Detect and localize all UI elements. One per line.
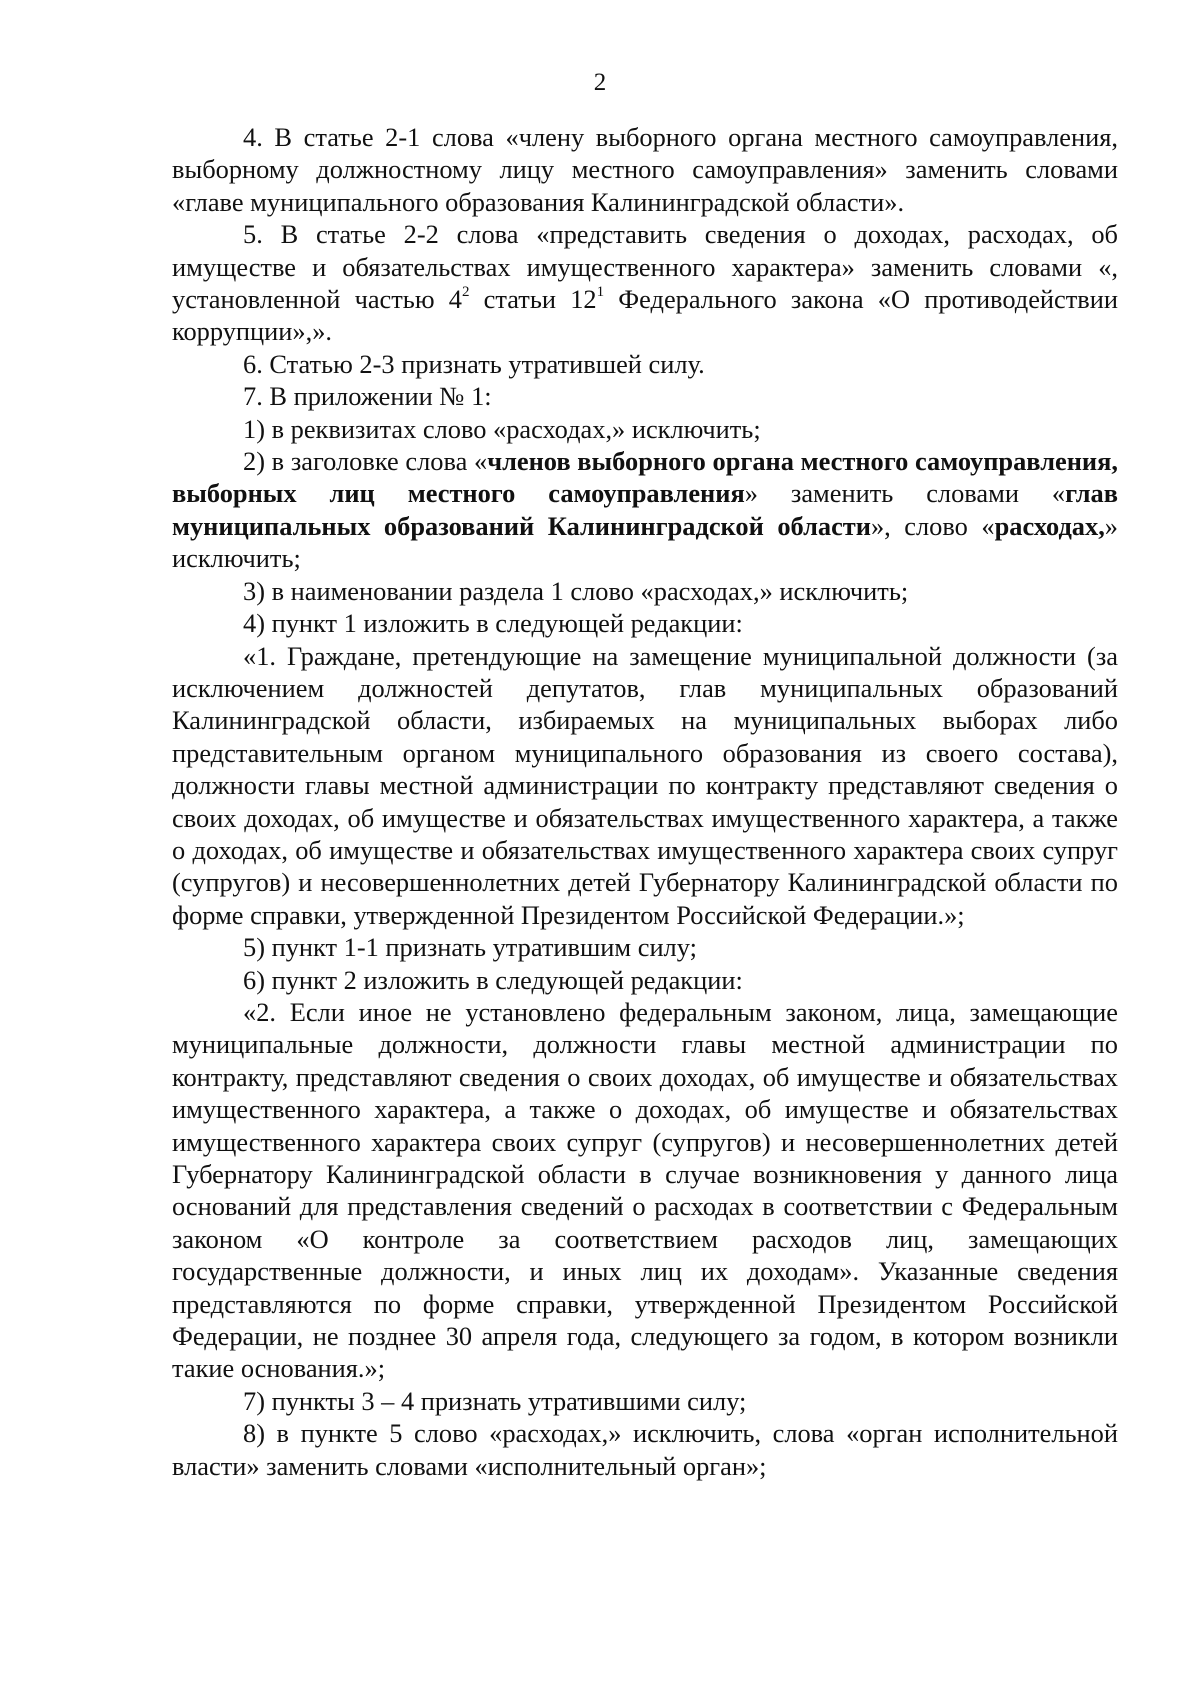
subitem-7-2 xyxy=(172,445,1118,575)
paragraph-7: 7. В приложении № 1: xyxy=(243,381,492,412)
document-body xyxy=(172,121,1118,1482)
bold-phrase-2: глав муниципальных образований Калининградской области xyxy=(172,478,1119,541)
paragraph-4: 4. В статье 2-1 слова «члену выборного органа местного самоуправления, выборному должностному лицу местного самоуправления» заменить словами «главе муниципального образования Калининградской области». xyxy=(172,122,1118,217)
quoted-item-2: «2. Если иное не установлено федеральным законом, лица, замещающие муниципальные должности, должности главы местной администрации по контракту, представляют сведения о своих доходах, об имуществе и обязательствах имущественного характера, а также о доходах, об имуществе и обязательствах имущественного характера своих супруг (супругов) и несовершеннолетних детей Губернатору Калининградской области в случае возникновения у данного лица оснований для представления сведений о расходах в соответствии с Федеральным законом «О контроле за соответствием расходов лиц, замещающих государственные должности, и иных лиц их доходам». Указанные сведения представляются по форме справки, утвержденной Президентом Российской Федерации, не позднее 30 апреля года, следующего за годом, в котором возникли такие основания.»; xyxy=(172,996,1118,1384)
paragraph-5 xyxy=(172,218,1118,348)
subitem-7-4: 4) пункт 1 изложить в следующей редакции: xyxy=(243,608,743,639)
subitem-7-2-text-c: » заменить словами « xyxy=(744,478,1066,509)
bold-phrase-3: расходах, xyxy=(994,510,1105,541)
subitem-7-3: 3) в наименовании раздела 1 слово «расходах,» исключить; xyxy=(243,575,909,606)
quoted-item-1: «1. Граждане, претендующие на замещение муниципальной должности (за исключением должностей депутатов, глав муниципальных образований Калининградской области, избираемых на муниципальных выборах либо представительным органом муниципального образования из своего состава), должности главы местной администрации по контракту представляют сведения о своих доходах, об имуществе и обязательствах имущественного характера, а также о доходах, об имуществе и обязательствах имущественного характера своих супруг (супругов) и несовершеннолетних детей Губернатору Калининградской области по форме справки, утвержденной Президентом Российской Федерации.»; xyxy=(172,640,1118,930)
subitem-7-5: 5) пункт 1-1 признать утратившим силу; xyxy=(243,932,697,963)
paragraph-5-text-b: статьи 12 xyxy=(469,284,597,315)
subitem-7-7: 7) пункты 3 – 4 признать утратившими силу; xyxy=(243,1385,747,1416)
subitem-7-2-text-a: 2) в заголовке слова « xyxy=(243,446,488,477)
paragraph-6: 6. Статью 2-3 признать утратившей силу. xyxy=(243,348,705,379)
paragraph-5-text-a: 5. В статье 2-2 слова «представить сведения о доходах, расходах, об имуществе и обязательствах имущественного характера» заменить словами «, установленной частью 4 xyxy=(172,219,1118,315)
subitem-7-6: 6) пункт 2 изложить в следующей редакции: xyxy=(243,964,743,995)
paragraph-5-text-c: Федерального закона «О противодействии коррупции»,». xyxy=(172,284,1118,347)
page-number: 2 xyxy=(593,69,607,96)
subitem-7-2-text-e: » исключить; xyxy=(172,510,1118,574)
subitem-7-1: 1) в реквизитах слово «расходах,» исключить; xyxy=(243,413,761,444)
superscript-2: 2 xyxy=(461,284,470,301)
bold-phrase-1: членов выборного органа местного самоуправления, выборных лиц местного самоуправления xyxy=(172,446,1118,509)
superscript-1: 1 xyxy=(596,284,605,301)
subitem-7-8: 8) в пункте 5 слово «расходах,» исключить, слова «орган исполнительной власти» заменить словами «исполнительный орган»; xyxy=(172,1418,1118,1481)
subitem-7-2-text-d: », слово « xyxy=(870,510,995,541)
